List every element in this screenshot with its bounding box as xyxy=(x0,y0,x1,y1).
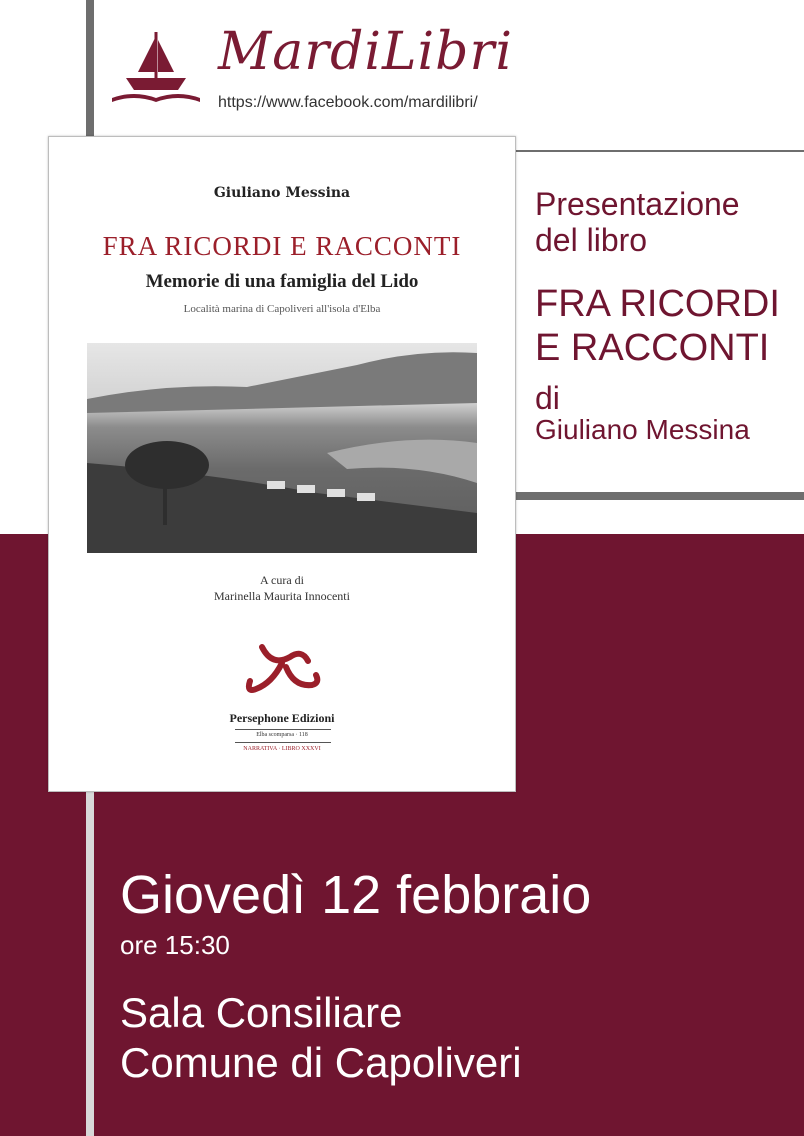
book-cover xyxy=(48,136,516,792)
facebook-url[interactable]: https://www.facebook.com/mardilibri/ xyxy=(218,94,478,111)
vertical-divider-top xyxy=(86,0,94,136)
cover-curator: Marinella Maurita Innocenti xyxy=(214,589,350,603)
panel-author: Giuliano Messina xyxy=(535,414,750,445)
event-date: Giovedì 12 febbraio xyxy=(120,865,592,925)
panel-rule-bottom xyxy=(516,492,804,500)
brand-logo-text: MardiLibri xyxy=(218,22,513,82)
panel-di: di xyxy=(535,380,560,416)
event-municipality: Comune di Capoliveri xyxy=(120,1039,522,1086)
cover-rule xyxy=(235,729,331,730)
cover-collection: NARRATIVA · LIBRO XXXVI xyxy=(243,746,321,752)
panel-presentazione: Presentazione xyxy=(535,186,740,222)
cover-publisher: Persephone Edizioni xyxy=(229,711,335,725)
event-time: ore 15:30 xyxy=(120,930,230,960)
cover-location: Località marina di Capoliveri all'isola d'Elba xyxy=(183,303,381,315)
cover-rule-2 xyxy=(235,742,331,743)
panel-title-line2: E RACCONTI xyxy=(535,327,770,369)
event-venue: Sala Consiliare xyxy=(120,989,403,1036)
cover-author: Giuliano Messina xyxy=(213,185,351,201)
cover-photo xyxy=(87,343,477,553)
cover-curated-label: A cura di xyxy=(260,573,304,587)
landscape-image xyxy=(87,343,477,553)
ship-book-icon xyxy=(108,28,204,112)
cover-title: FRA RICORDI E RACCONTI xyxy=(102,231,462,261)
cover-series: Elba scomparsa · 118 xyxy=(256,732,308,738)
panel-title-line1: FRA RICORDI xyxy=(535,283,780,325)
publisher-logo-icon xyxy=(242,637,322,707)
cover-subtitle: Memorie di una famiglia del Lido xyxy=(145,271,419,292)
panel-del-libro: del libro xyxy=(535,222,648,258)
